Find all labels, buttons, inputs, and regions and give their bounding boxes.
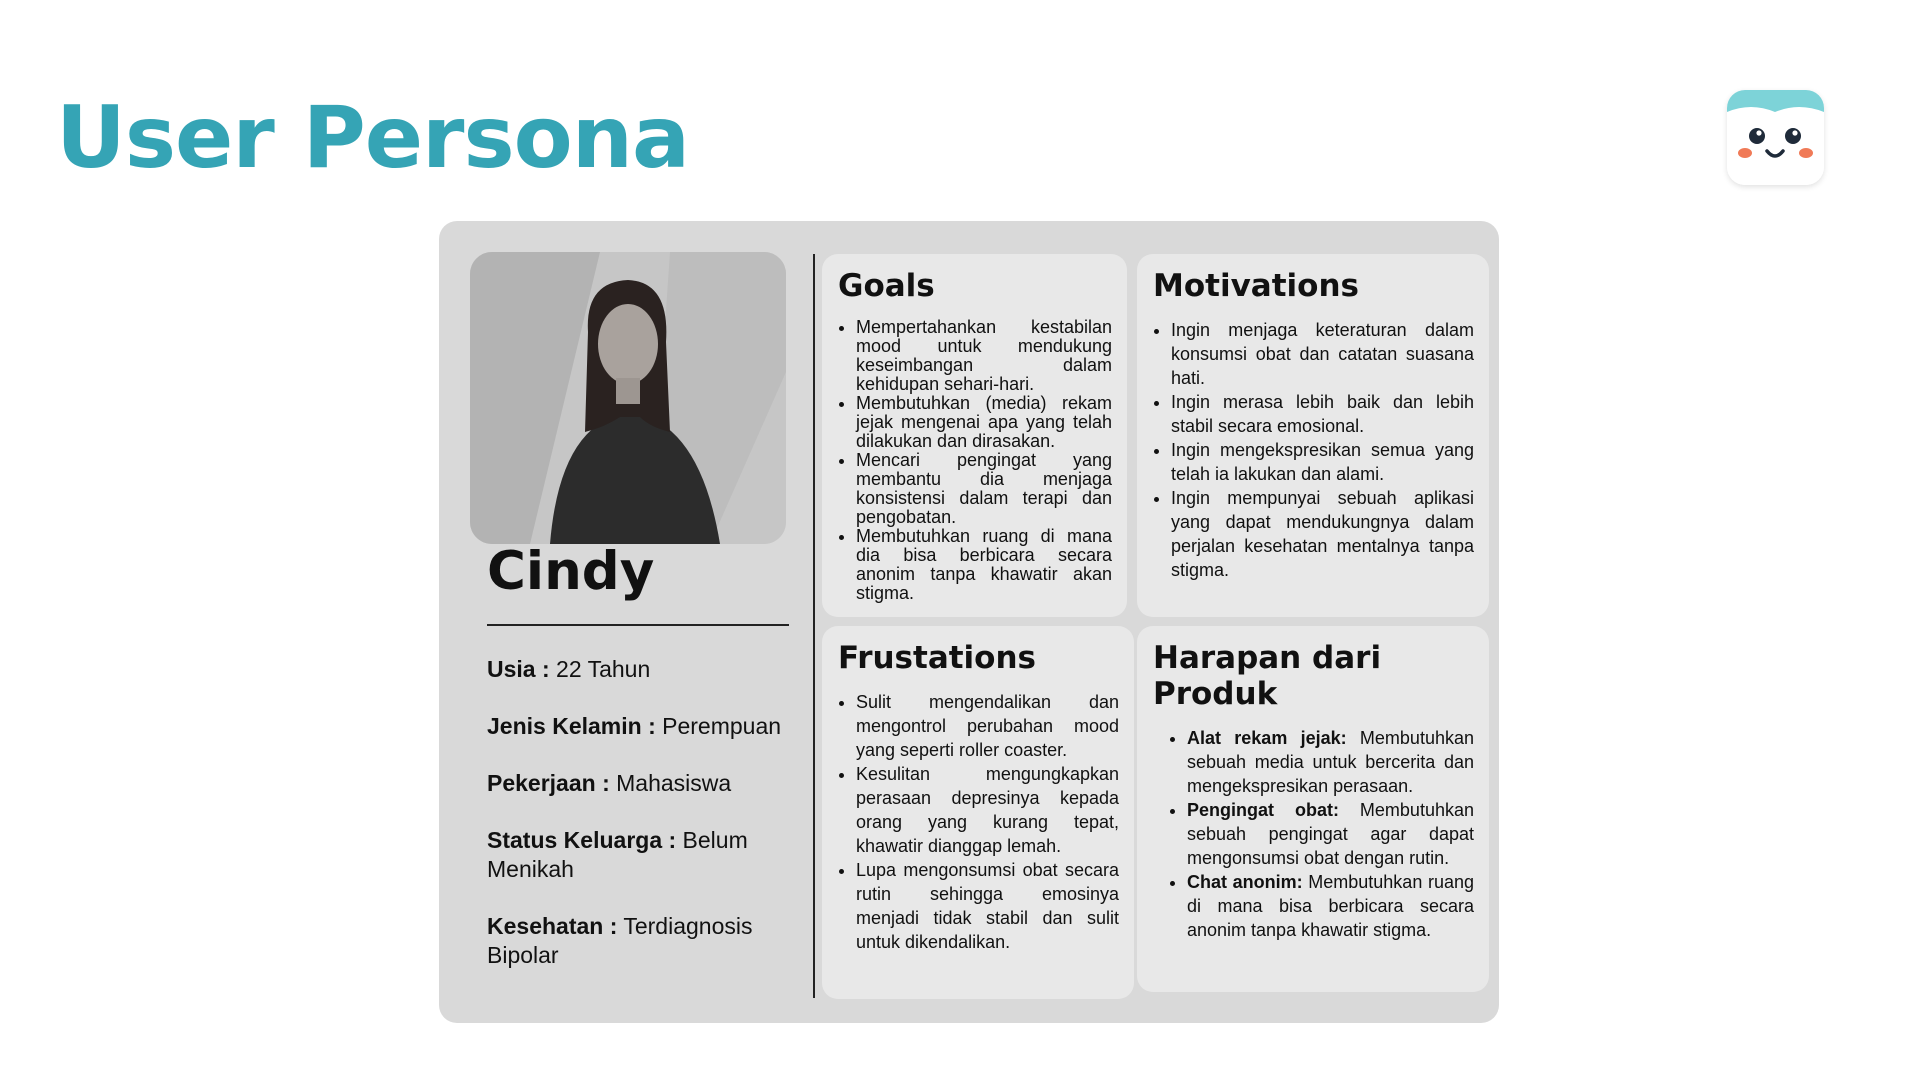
item-term: Pengingat obat: <box>1187 800 1339 820</box>
goals-list <box>838 318 1112 603</box>
list-item: • Ingin mengekspresikan semua yang telah ia lakukan dan alami. <box>1171 438 1474 486</box>
name-divider <box>487 624 789 626</box>
attr-value: Belum Menikah <box>487 827 748 882</box>
persona-photo <box>470 252 786 544</box>
list-item: • Lupa mengonsumsi obat secara rutin sehingga emosinya menjadi tidak stabil dan sulit untuk dikendalikan. <box>856 858 1119 954</box>
smiley-mascot-icon <box>1727 90 1824 185</box>
attr-gender <box>487 712 797 741</box>
item-text: Membutuhkan sebuah pengingat agar dapat mengonsumsi obat dengan rutin. <box>1187 800 1474 868</box>
list-item: • Mempertahankan kestabilan mood untuk mendukung keseimbangan dalam kehidupan sehari-hari. <box>856 318 1112 394</box>
app-logo <box>1727 90 1824 185</box>
attr-label: Jenis Kelamin : <box>487 713 656 739</box>
section-heading: Motivations <box>1153 268 1359 304</box>
list-item <box>1187 870 1474 942</box>
section-heading: Frustations <box>838 640 1037 676</box>
persona-name: Cindy <box>487 541 655 602</box>
attr-label: Kesehatan : <box>487 913 618 939</box>
item-text: Membutuhkan ruang di mana bisa berbicara secara anonim tanpa khawatir stigma. <box>1187 872 1474 940</box>
persona-card <box>439 221 1499 1023</box>
list-item: • Ingin mempunyai sebuah aplikasi yang dapat mendukungnya dalam perjalan kesehatan mentalnya tanpa stigma. <box>1171 486 1474 582</box>
attr-value: Mahasiswa <box>616 770 732 796</box>
list-item: • Ingin merasa lebih baik dan lebih stabil secara emosional. <box>1171 390 1474 438</box>
motivations-list <box>1153 318 1474 582</box>
attr-family-status <box>487 826 797 884</box>
list-item: • Membutuhkan ruang di mana dia bisa berbicara secara anonim tanpa khawatir akan stigma. <box>856 527 1112 603</box>
vertical-divider <box>813 254 815 998</box>
frustrations-section <box>822 626 1134 999</box>
list-item: • Sulit mengendalikan dan mengontrol perubahan mood yang seperti roller coaster. <box>856 690 1119 762</box>
motivations-section <box>1137 254 1489 617</box>
attr-value: Terdiagnosis Bipolar <box>487 913 753 968</box>
frustrations-list <box>838 690 1119 954</box>
attr-label: Status Keluarga : <box>487 827 677 853</box>
list-item: • Mencari pengingat yang membantu dia menjaga konsistensi dalam terapi dan pengobatan. <box>856 451 1112 527</box>
attr-health <box>487 912 797 970</box>
attr-label: Usia : <box>487 656 550 682</box>
attr-age <box>487 655 797 684</box>
attr-value: 22 Tahun <box>556 656 651 682</box>
attr-label: Pekerjaan : <box>487 770 610 796</box>
item-term: Chat anonim: <box>1187 872 1303 892</box>
persona-attributes <box>487 655 797 998</box>
item-term: Alat rekam jejak: <box>1187 728 1347 748</box>
section-heading: Harapan dari Produk <box>1153 640 1382 712</box>
list-item <box>1187 726 1474 798</box>
expectations-list <box>1153 726 1474 942</box>
product-expectations-section <box>1137 626 1489 992</box>
list-item <box>1187 798 1474 870</box>
list-item: • Kesulitan mengungkapkan perasaan depresinya kepada orang yang kurang tepat, khawatir dianggap lemah. <box>856 762 1119 858</box>
goals-section <box>822 254 1127 617</box>
attr-occupation <box>487 769 797 798</box>
section-heading: Goals <box>838 268 935 304</box>
page-title: User Persona <box>56 88 689 188</box>
attr-value: Perempuan <box>662 713 782 739</box>
item-text: Membutuhkan sebuah media untuk bercerita dan mengekspresikan perasaan. <box>1187 728 1474 796</box>
list-item: • Membutuhkan (media) rekam jejak mengenai apa yang telah dilakukan dan dirasakan. <box>856 394 1112 451</box>
list-item: • Ingin menjaga keteraturan dalam konsumsi obat dan catatan suasana hati. <box>1171 318 1474 390</box>
